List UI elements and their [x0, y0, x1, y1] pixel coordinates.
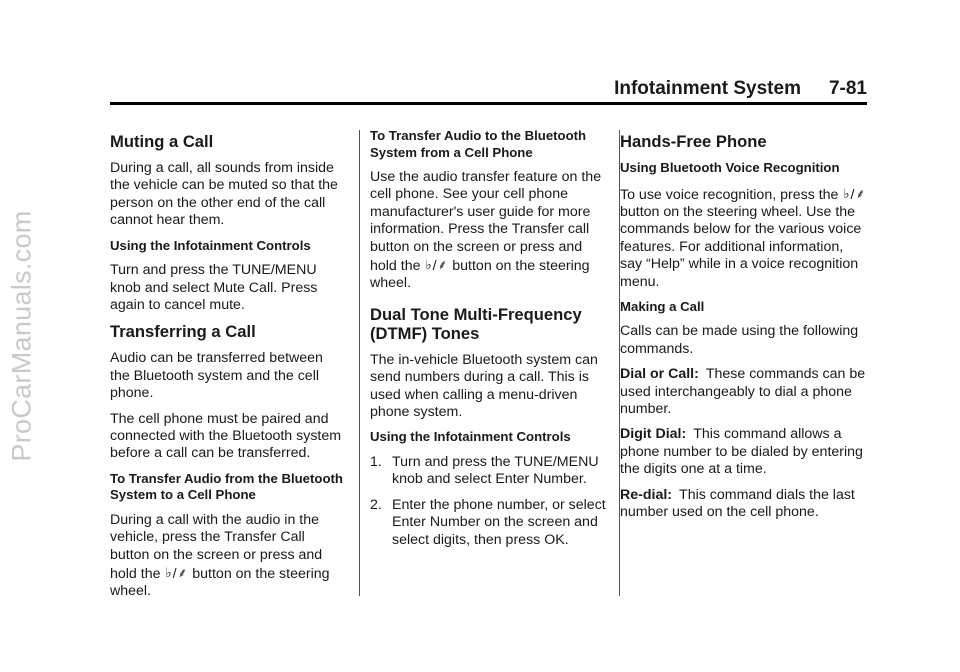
voice-icon: ⸙ — [437, 257, 448, 273]
text: button on the steering wheel. Use the commands below for the various voice features. For additional information, say “Help” while in a voice recognition menu. — [620, 203, 862, 290]
paragraph: Calls can be made using the following commands. — [620, 323, 859, 357]
subheading: To Transfer Audio from the Bluetooth System to a Cell Phone — [110, 470, 343, 503]
list-item — [370, 454, 608, 489]
text: To use voice recognition, press the — [620, 186, 839, 203]
step-text: Turn and press the TUNE/MENU knob and select Enter Number. — [392, 453, 599, 488]
paragraph — [110, 512, 346, 601]
voice-icon: ⸙ — [177, 565, 188, 580]
command-term: Dial or Call: — [620, 366, 699, 383]
paragraph: The cell phone must be paired and connected with the Bluetooth system before a call can be transferred. — [110, 410, 342, 462]
section-title: Infotainment System — [614, 78, 801, 99]
column-3 — [620, 128, 868, 530]
paragraph: Audio can be transferred between the Bluetooth system and the cell phone. — [110, 350, 323, 402]
command-entry — [620, 487, 868, 522]
page-header — [110, 78, 867, 100]
slash: / — [172, 566, 177, 582]
section-heading: Hands-Free Phone — [620, 132, 767, 151]
step-number: 1. — [370, 453, 382, 470]
section-heading: Transferring a Call — [110, 322, 256, 342]
subheading: Using Bluetooth Voice Recognition — [620, 160, 840, 175]
list-item — [370, 497, 608, 549]
step-number: 2. — [370, 496, 382, 513]
paragraph — [620, 185, 868, 291]
steps-list — [370, 454, 608, 549]
phone-icon: ♭ — [843, 185, 850, 201]
paragraph — [370, 169, 608, 293]
paragraph: Turn and press the TUNE/MENU knob and select Mute Call. Press again to cancel mute. — [110, 262, 318, 313]
page-number: 7-81 — [828, 78, 867, 99]
text: button on the steering wheel. — [370, 258, 590, 292]
slash: / — [432, 258, 437, 275]
column-2 — [370, 128, 608, 557]
voice-icon: ⸙ — [855, 185, 866, 201]
text: During a call with the audio in the vehicle, press the Transfer Call button on the screen or press and hold the — [110, 511, 323, 582]
header-rule — [110, 102, 867, 105]
command-term: Digit Dial: — [620, 426, 687, 443]
section-heading: Muting a Call — [110, 132, 214, 151]
command-desc: These commands can be used interchangeably to dial a phone number. — [620, 366, 866, 418]
phone-icon: ♭ — [165, 565, 172, 580]
subheading: Using the Infotainment Controls — [110, 237, 311, 253]
command-entry — [620, 366, 868, 418]
paragraph: During a call, all sounds from inside the vehicle can be muted so that the person on the other end of the call cannot hear them. — [110, 160, 338, 229]
text: button on the steering wheel. — [110, 566, 330, 600]
step-text: Enter the phone number, or select Enter Number on the screen and select digits, then press OK. — [392, 496, 606, 548]
watermark: ProCarManuals.com — [6, 210, 37, 462]
subheading: Using the Infotainment Controls — [370, 429, 571, 445]
text: Use the audio transfer feature on the cell phone. See your cell phone manufacturer's user guide for more information. Press the Transfer call button on the screen or press and hold the — [370, 169, 602, 275]
subheading: Making a Call — [620, 298, 705, 314]
command-term: Re-dial: — [620, 486, 673, 503]
command-entry — [620, 426, 868, 478]
subheading: To Transfer Audio to the Bluetooth System from a Cell Phone — [370, 128, 587, 160]
section-heading: Dual Tone Multi-Frequency (DTMF) Tones — [370, 304, 582, 343]
column-1 — [110, 128, 346, 609]
phone-icon: ♭ — [425, 257, 432, 273]
command-desc: This command allows a phone number to be dialed by entering the digits one at a time. — [620, 426, 863, 478]
column-divider — [359, 130, 360, 596]
paragraph: The in-vehicle Bluetooth system can send numbers during a call. This is used when calling a menu-driven phone system. — [370, 351, 598, 421]
slash: / — [850, 186, 855, 203]
command-desc: This command dials the last number used on the cell phone. — [620, 486, 855, 521]
